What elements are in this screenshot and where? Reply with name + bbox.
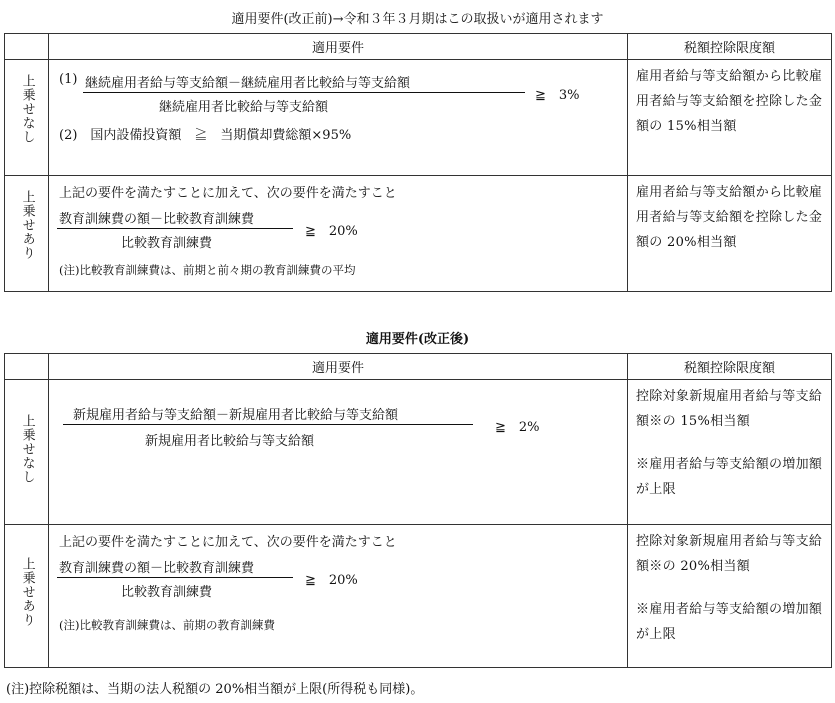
before-header-blank <box>5 34 49 60</box>
after-title: 適用要件(改正後) <box>365 332 470 347</box>
before-row2-side: 上乗せあり <box>19 190 35 260</box>
after-row2-ratio: ≧ 20% <box>305 573 358 588</box>
before-item1-label: (1) <box>59 72 78 87</box>
after-header-blank <box>5 354 49 380</box>
before-header-req: 適用要件 <box>49 34 628 60</box>
after-row1-limit-a: 控除対象新規雇用者給与等支給額※の 15%相当額 <box>636 389 823 429</box>
after-row1-denominator: 新規雇用者比較給与等支給額 <box>145 434 315 449</box>
after-row2-note: (注)比較教育訓練費は、前期の教育訓練費 <box>59 618 275 632</box>
after-header-req: 適用要件 <box>49 354 628 380</box>
after-row-extra <box>5 525 832 668</box>
before-row-base <box>5 60 832 176</box>
after-row2-limit-a: 控除対象新規雇用者給与等支給額※の 20%相当額 <box>636 534 823 574</box>
before-item1-numerator: 継続雇用者給与等支給額－継続雇用者比較給与等支給額 <box>85 76 411 91</box>
before-row2-numerator: 教育訓練費の額－比較教育訓練費 <box>59 212 255 227</box>
after-row2-limit-b: ※雇用者給与等支給額の増加額が上限 <box>636 602 823 642</box>
before-row2-ratio: ≧ 20% <box>305 224 358 239</box>
before-header-row <box>5 34 832 60</box>
after-row1-limit-b: ※雇用者給与等支給額の増加額が上限 <box>636 457 823 497</box>
after-row1-side: 上乗せなし <box>19 414 35 484</box>
before-item1-fraction-line <box>83 92 525 93</box>
after-header-row <box>5 354 832 380</box>
after-row1-numerator: 新規雇用者給与等支給額－新規雇用者比較給与等支給額 <box>73 408 399 423</box>
after-row2-intro: 上記の要件を満たすことに加えて、次の要件を満たすこと <box>59 535 397 550</box>
before-header-limit: 税額控除限度額 <box>628 34 832 60</box>
before-item1-ratio: ≧ 3% <box>535 88 580 103</box>
before-row1-side: 上乗せなし <box>19 74 35 144</box>
before-title: 適用要件(改正前)→令和３年３月期はこの取扱いが適用されます <box>231 12 604 27</box>
after-row2-denominator: 比較教育訓練費 <box>121 585 213 600</box>
before-item2: (2) 国内設備投資額 ≧ 当期償却費総額×95% <box>59 128 352 143</box>
after-row2-fraction-line <box>57 577 293 578</box>
after-row2-numerator: 教育訓練費の額－比較教育訓練費 <box>59 561 255 576</box>
before-row2-fraction-line <box>57 228 293 229</box>
before-row2-note: (注)比較教育訓練費は、前期と前々期の教育訓練費の平均 <box>59 263 356 277</box>
before-table <box>4 33 832 292</box>
after-table <box>4 353 832 668</box>
before-row2-denominator: 比較教育訓練費 <box>121 236 213 251</box>
before-row2-intro: 上記の要件を満たすことに加えて、次の要件を満たすこと <box>59 186 397 201</box>
footnote: (注)控除税額は、当期の法人税額の 20%相当額が上限(所得税も同様)。 <box>6 682 424 697</box>
after-row1-fraction-line <box>63 424 473 425</box>
before-row2-limit: 雇用者給与等支給額から比較雇用者給与等支給額を控除した金額の 20%相当額 <box>636 185 823 250</box>
before-row-extra <box>5 176 832 292</box>
after-row2-side: 上乗せあり <box>19 557 35 627</box>
after-header-limit: 税額控除限度額 <box>628 354 832 380</box>
after-row-base <box>5 380 832 525</box>
after-row1-ratio: ≧ 2% <box>495 420 540 435</box>
before-row1-limit: 雇用者給与等支給額から比較雇用者給与等支給額を控除した金額の 15%相当額 <box>636 69 823 134</box>
before-item1-denominator: 継続雇用者比較給与等支給額 <box>159 100 329 115</box>
